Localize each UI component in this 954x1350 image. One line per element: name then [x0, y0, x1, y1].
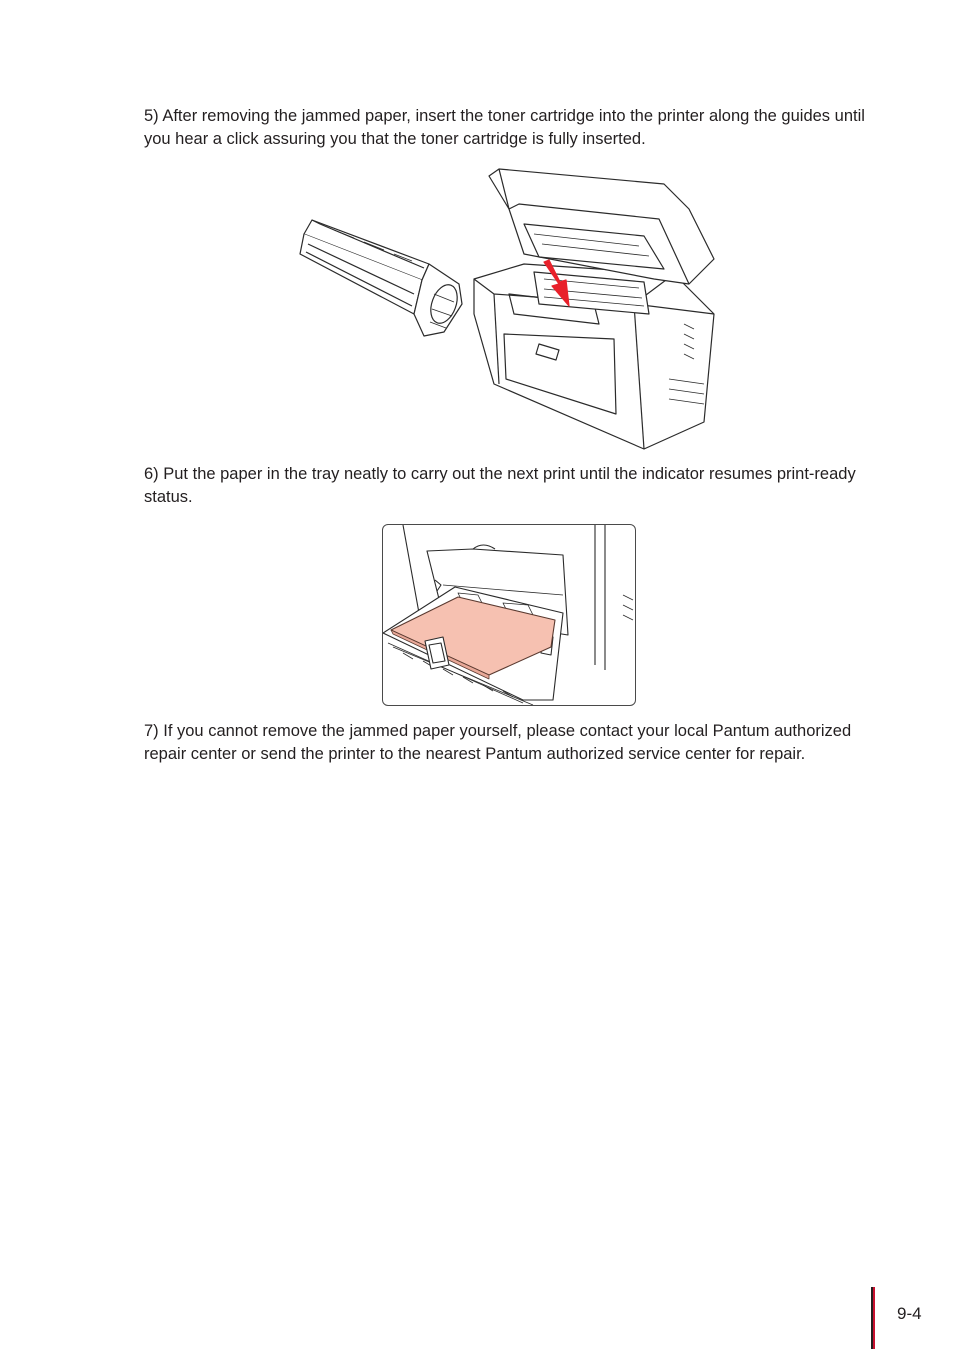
paper-tray-illustration: [382, 524, 636, 706]
page-number: 9-4: [897, 1304, 922, 1323]
toner-insertion-illustration: [294, 164, 726, 454]
step-7-text: 7) If you cannot remove the jammed paper yourself, please contact your local Pantum authorized repair center or send the printer to the nearest Pantum authorized service center for repair.: [144, 722, 852, 763]
footer-rule: [871, 1287, 875, 1349]
step-6-text: 6) Put the paper in the tray neatly to carry out the next print until the indicator resumes print-ready status.: [144, 465, 856, 506]
toner-cartridge-drawing: [300, 220, 462, 336]
step-5-text: 5) After removing the jammed paper, insert the toner cartridge into the printer along the guides until you hear a click assuring you that the toner cartridge is fully inserted.: [144, 107, 865, 148]
